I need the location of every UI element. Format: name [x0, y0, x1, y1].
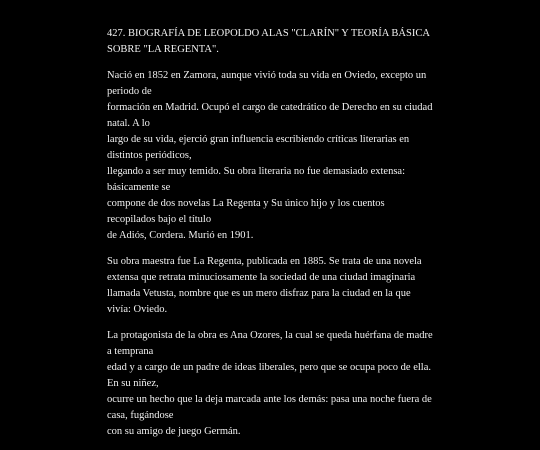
- document-title: 427. BIOGRAFÍA DE LEOPOLDO ALAS "CLARÍN" Y TEORÍA BÁSICA SOBRE "LA REGENTA".: [107, 28, 430, 55]
- paragraph-protagonist: [107, 328, 435, 440]
- paragraph-line: formación en Madrid. Ocupó el cargo de catedrático de Derecho en su ciudad natal. A lo: [107, 102, 433, 129]
- paragraph-masterpiece: [107, 254, 435, 318]
- paragraph-line: La protagonista de la obra es Ana Ozores, la cual se queda huérfana de madre a temprana: [107, 330, 433, 357]
- paragraph-line: llegando a ser muy temido. Su obra literaria no fue demasiado extensa: básicamente se: [107, 166, 405, 193]
- paragraph-line: largo de su vida, ejerció gran influencia escribiendo críticas literarias en distintos periódicos,: [107, 134, 410, 161]
- paragraph-line: edad y a cargo de un padre de ideas liberales, pero que se ocupa poco de ella. En su niñez,: [107, 362, 431, 389]
- paragraph-line: compone de dos novelas La Regenta y Su único hijo y los cuentos recopilados bajo el título: [107, 198, 385, 225]
- paragraph-line: ocurre un hecho que la deja marcada ante los demás: pasa una noche fuera de casa, fugándose: [107, 394, 432, 421]
- paragraph-line: con su amigo de juego Germán.: [107, 426, 241, 437]
- paragraph-line: Su obra maestra fue La Regenta, publicada en 1885. Se trata de una novela extensa que retrata minuciosamente la sociedad de una ciudad imaginaria llamada Vetusta, nombre que es un mero disfraz para la ciudad en la que vivía: Oviedo.: [107, 256, 422, 315]
- paragraph-biography: [107, 68, 435, 244]
- paragraph-line: de Adiós, Cordera. Murió en 1901.: [107, 230, 254, 241]
- document-page: [107, 26, 435, 450]
- paragraph-line: Nació en 1852 en Zamora, aunque vivió toda su vida en Oviedo, excepto un periodo de: [107, 70, 427, 97]
